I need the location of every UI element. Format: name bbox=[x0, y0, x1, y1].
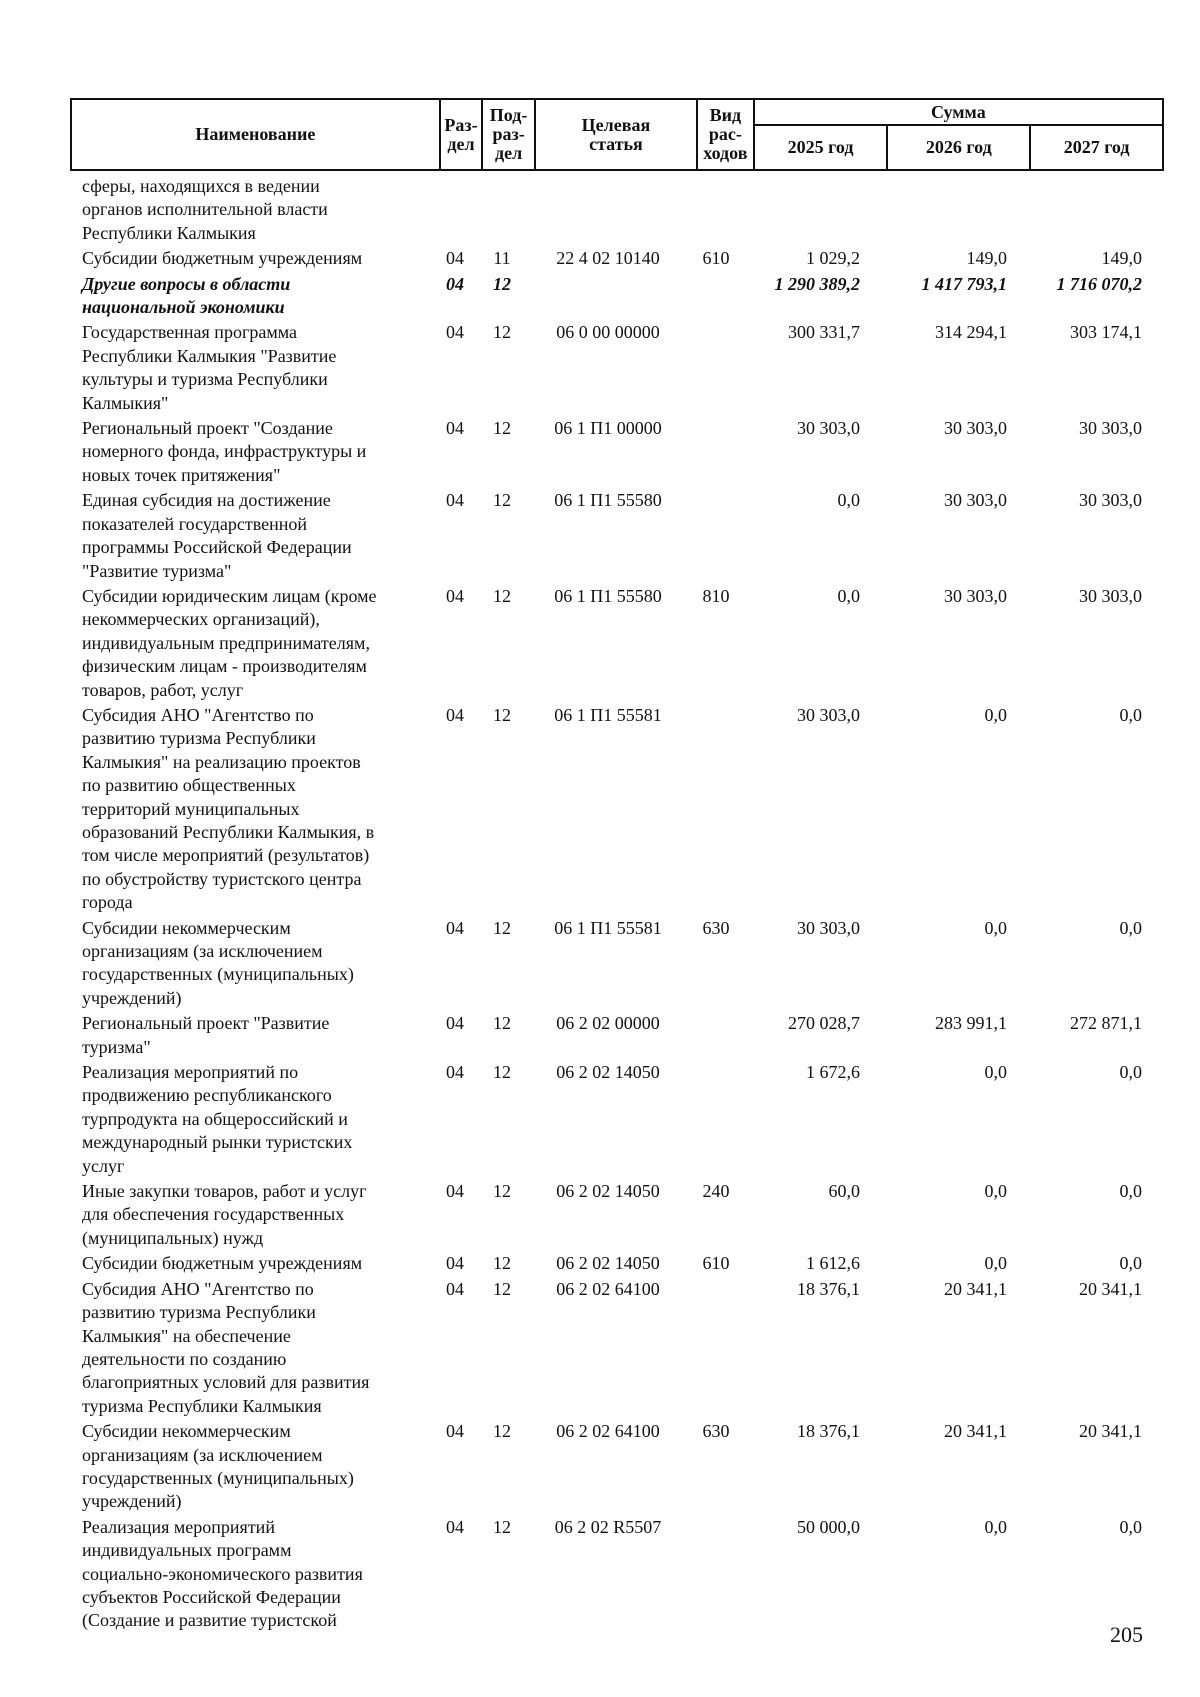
row-target-cell: 06 2 02 14050 bbox=[556, 1062, 660, 1083]
row-sum-2027-cell: 30 303,0 bbox=[1079, 490, 1142, 511]
table-row bbox=[70, 247, 1164, 270]
table-row bbox=[70, 1061, 1164, 1178]
row-razdel-cell: 04 bbox=[446, 1278, 464, 1299]
table-row bbox=[70, 175, 1164, 245]
row-sum-2026-cell: 314 294,1 bbox=[935, 322, 1007, 343]
row-podrazdel-cell: 12 bbox=[493, 273, 511, 294]
row-vid-cell bbox=[688, 1278, 744, 1418]
row-target-cell: 22 4 02 10140 bbox=[556, 248, 660, 269]
row-sum-2026-cell: 0,0 bbox=[984, 1253, 1007, 1274]
row-sum-2026-cell: 30 303,0 bbox=[944, 418, 1007, 439]
row-podrazdel-cell bbox=[476, 175, 528, 245]
table-row bbox=[70, 585, 1164, 702]
row-sum-2026-cell: 0,0 bbox=[984, 1181, 1007, 1202]
table-row bbox=[70, 321, 1164, 415]
row-sum-2026-cell: 1 417 793,1 bbox=[921, 273, 1007, 294]
row-sum-2027-cell: 30 303,0 bbox=[1079, 585, 1142, 606]
table-header bbox=[70, 98, 1164, 171]
header-name-label: Наименование bbox=[195, 124, 316, 144]
header-year-2027 bbox=[1030, 125, 1163, 170]
row-razdel-cell: 04 bbox=[446, 273, 464, 294]
row-podrazdel-cell: 11 bbox=[493, 248, 511, 269]
row-name-cell: Региональный проект "Развитие туризма" bbox=[82, 1013, 330, 1057]
row-vid-cell bbox=[688, 1012, 744, 1059]
row-podrazdel-cell: 12 bbox=[493, 917, 511, 938]
row-target-cell: 06 2 02 64100 bbox=[556, 1421, 660, 1442]
row-razdel-cell: 04 bbox=[446, 917, 464, 938]
row-vid-cell bbox=[688, 175, 744, 245]
row-sum-2026-cell: 149,0 bbox=[966, 248, 1007, 269]
row-podrazdel-cell: 12 bbox=[493, 418, 511, 439]
row-sum-2026-cell: 283 991,1 bbox=[935, 1013, 1007, 1034]
row-vid-cell: 630 bbox=[702, 917, 730, 938]
row-name-cell: Субсидия АНО "Агентство по развитию туризма Республики Калмыкия" на обеспечение деятельности по созданию благоприятных условий для развития туризма Республики Калмыкия bbox=[82, 1278, 370, 1416]
row-podrazdel-cell: 12 bbox=[493, 704, 511, 725]
row-target-cell: 06 1 П1 55581 bbox=[554, 917, 662, 938]
row-vid-cell bbox=[688, 704, 744, 915]
table-row bbox=[70, 704, 1164, 915]
row-name-cell: Государственная программа Республики Калмыкия "Развитие культуры и туризма Республики Калмыкия" bbox=[82, 322, 337, 413]
row-sum-2026-cell: 20 341,1 bbox=[944, 1278, 1007, 1299]
table-row bbox=[70, 417, 1164, 487]
header-razdel-label: Раз- дел bbox=[444, 114, 478, 154]
row-sum-2026-cell: 30 303,0 bbox=[944, 585, 1007, 606]
row-target-cell: 06 1 П1 55580 bbox=[554, 490, 662, 511]
row-razdel-cell: 04 bbox=[446, 248, 464, 269]
row-vid-cell: 610 bbox=[702, 1253, 730, 1274]
row-name-cell: Реализация мероприятий по продвижению республиканского турпродукта на общероссийский и международный рынки туристских услуг bbox=[82, 1062, 353, 1176]
table-body bbox=[70, 175, 1164, 1635]
row-sum-2025-cell: 1 290 389,2 bbox=[774, 273, 860, 294]
row-target-cell: 06 2 02 64100 bbox=[556, 1278, 660, 1299]
header-razdel bbox=[440, 99, 483, 170]
row-razdel-cell: 04 bbox=[446, 1062, 464, 1083]
row-sum-2026-cell: 30 303,0 bbox=[944, 490, 1007, 511]
table-row bbox=[70, 917, 1164, 1011]
row-razdel-cell: 04 bbox=[446, 1516, 464, 1537]
row-sum-2027-cell: 149,0 bbox=[1101, 248, 1142, 269]
row-razdel-cell: 04 bbox=[446, 322, 464, 343]
row-sum-2027-cell: 0,0 bbox=[1119, 1253, 1142, 1274]
header-podrazdel bbox=[482, 99, 535, 170]
row-sum-2025-cell: 1 612,6 bbox=[806, 1253, 860, 1274]
table-row bbox=[70, 1012, 1164, 1059]
row-sum-2027-cell: 303 174,1 bbox=[1070, 322, 1142, 343]
row-sum-2027-cell bbox=[1017, 175, 1148, 245]
row-name-cell: сферы, находящихся в ведении органов исполнительной власти Республики Калмыкия bbox=[82, 176, 328, 243]
row-name-cell: Другие вопросы в области национальной экономики bbox=[82, 273, 291, 318]
row-name-cell: Региональный проект "Создание номерного фонда, инфраструктуры и новых точек притяжения" bbox=[82, 418, 367, 485]
row-podrazdel-cell: 12 bbox=[493, 1516, 511, 1537]
row-podrazdel-cell: 12 bbox=[493, 585, 511, 606]
row-name-cell: Субсидии некоммерческим организациям (за исключением государственных (муниципальных) учреждений) bbox=[82, 917, 354, 1008]
row-sum-2025-cell: 30 303,0 bbox=[797, 704, 860, 725]
row-sum-2025-cell: 0,0 bbox=[837, 585, 860, 606]
row-podrazdel-cell: 12 bbox=[493, 322, 511, 343]
row-podrazdel-cell: 12 bbox=[493, 1253, 511, 1274]
header-year-2025-label: 2025 год bbox=[787, 137, 854, 157]
header-target bbox=[535, 99, 697, 170]
row-sum-2025-cell: 1 029,2 bbox=[806, 248, 860, 269]
row-name-cell: Единая субсидия на достижение показателей государственной программы Российской Федерации "Развитие туризма" bbox=[82, 490, 352, 581]
row-sum-2026-cell: 20 341,1 bbox=[944, 1421, 1007, 1442]
row-razdel-cell: 04 bbox=[446, 585, 464, 606]
row-sum-2025-cell: 1 672,6 bbox=[806, 1062, 860, 1083]
row-name-cell: Субсидия АНО "Агентство по развитию туризма Республики Калмыкия" на реализацию проектов по развитию общественных территорий муниципальных образований Республики Калмыкия, в том числе мероприятий (результатов) по обустройству туристского центра города bbox=[82, 704, 375, 913]
row-sum-2027-cell: 272 871,1 bbox=[1070, 1013, 1142, 1034]
row-target-cell bbox=[528, 273, 688, 320]
row-sum-2027-cell: 0,0 bbox=[1119, 1181, 1142, 1202]
row-razdel-cell bbox=[434, 175, 476, 245]
row-target-cell bbox=[528, 175, 688, 245]
row-target-cell: 06 2 02 R5507 bbox=[554, 1516, 662, 1537]
row-razdel-cell: 04 bbox=[446, 1181, 464, 1202]
row-name-cell: Субсидии некоммерческим организациям (за исключением государственных (муниципальных) учреждений) bbox=[82, 1421, 354, 1512]
row-sum-2027-cell: 20 341,1 bbox=[1079, 1421, 1142, 1442]
table-row bbox=[70, 1516, 1164, 1633]
row-sum-2027-cell: 1 716 070,2 bbox=[1056, 273, 1142, 294]
row-podrazdel-cell: 12 bbox=[493, 1421, 511, 1442]
header-name bbox=[71, 99, 440, 170]
row-vid-cell: 240 bbox=[702, 1181, 730, 1202]
table-row bbox=[70, 1420, 1164, 1514]
table-row bbox=[70, 1252, 1164, 1275]
row-target-cell: 06 1 П1 55581 bbox=[554, 704, 662, 725]
row-vid-cell bbox=[688, 321, 744, 415]
row-razdel-cell: 04 bbox=[446, 704, 464, 725]
table-row bbox=[70, 1180, 1164, 1250]
row-target-cell: 06 0 00 00000 bbox=[556, 322, 660, 343]
row-sum-2025-cell: 30 303,0 bbox=[797, 917, 860, 938]
row-target-cell: 06 2 02 14050 bbox=[556, 1181, 660, 1202]
row-sum-2027-cell: 0,0 bbox=[1119, 1062, 1142, 1083]
header-year-2025 bbox=[754, 125, 888, 170]
header-summa bbox=[754, 99, 1163, 125]
row-sum-2026-cell bbox=[876, 175, 1017, 245]
row-podrazdel-cell: 12 bbox=[493, 1013, 511, 1034]
row-name-cell: Субсидии бюджетным учреждениям bbox=[82, 248, 363, 269]
header-vid-label: Вид рас- ходов bbox=[703, 105, 748, 163]
row-sum-2026-cell: 0,0 bbox=[984, 704, 1007, 725]
row-razdel-cell: 04 bbox=[446, 1013, 464, 1034]
row-sum-2026-cell: 0,0 bbox=[984, 1062, 1007, 1083]
row-sum-2025-cell: 18 376,1 bbox=[797, 1278, 860, 1299]
page-number: 205 bbox=[1110, 1622, 1143, 1647]
row-vid-cell: 630 bbox=[702, 1421, 730, 1442]
table-row bbox=[70, 1278, 1164, 1418]
row-vid-cell: 610 bbox=[702, 248, 730, 269]
header-vid bbox=[697, 99, 754, 170]
row-sum-2025-cell: 30 303,0 bbox=[797, 418, 860, 439]
table-row bbox=[70, 489, 1164, 583]
row-vid-cell bbox=[688, 417, 744, 487]
row-target-cell: 06 1 П1 55580 bbox=[554, 585, 662, 606]
row-sum-2027-cell: 30 303,0 bbox=[1079, 418, 1142, 439]
row-sum-2025-cell: 18 376,1 bbox=[797, 1421, 860, 1442]
row-sum-2025-cell: 50 000,0 bbox=[797, 1516, 860, 1537]
header-year-2027-label: 2027 год bbox=[1063, 137, 1130, 157]
row-podrazdel-cell: 12 bbox=[493, 1181, 511, 1202]
row-sum-2026-cell: 0,0 bbox=[984, 917, 1007, 938]
row-sum-2026-cell: 0,0 bbox=[984, 1516, 1007, 1537]
row-podrazdel-cell: 12 bbox=[493, 1278, 511, 1299]
row-vid-cell: 810 bbox=[702, 585, 730, 606]
row-name-cell: Субсидии юридическим лицам (кроме некоммерческих организаций), индивидуальным предпринимателям, физическим лицам - производителям товаров, работ, услуг bbox=[82, 585, 377, 700]
row-sum-2027-cell: 0,0 bbox=[1119, 1516, 1142, 1537]
row-sum-2025-cell: 270 028,7 bbox=[788, 1013, 860, 1034]
row-razdel-cell: 04 bbox=[446, 1253, 464, 1274]
row-sum-2025-cell: 60,0 bbox=[828, 1181, 860, 1202]
row-sum-2025-cell: 0,0 bbox=[837, 490, 860, 511]
row-sum-2027-cell: 20 341,1 bbox=[1079, 1278, 1142, 1299]
row-name-cell: Субсидии бюджетным учреждениям bbox=[82, 1253, 363, 1274]
header-target-label: Целевая статья bbox=[581, 114, 651, 154]
row-vid-cell bbox=[688, 273, 744, 320]
header-summa-label: Сумма bbox=[930, 101, 986, 122]
row-razdel-cell: 04 bbox=[446, 490, 464, 511]
row-sum-2027-cell: 0,0 bbox=[1119, 704, 1142, 725]
row-sum-2027-cell: 0,0 bbox=[1119, 917, 1142, 938]
header-year-2026-label: 2026 год bbox=[925, 137, 992, 157]
row-target-cell: 06 2 02 00000 bbox=[556, 1013, 660, 1034]
row-razdel-cell: 04 bbox=[446, 1421, 464, 1442]
row-vid-cell bbox=[688, 1516, 744, 1633]
row-podrazdel-cell: 12 bbox=[493, 1062, 511, 1083]
row-name-cell: Иные закупки товаров, работ и услуг для обеспечения государственных (муниципальных) нужд bbox=[82, 1181, 367, 1248]
header-podrazdel-label: Под- раз- дел bbox=[489, 105, 528, 163]
row-name-cell: Реализация мероприятий индивидуальных программ социально-экономического развития субъектов Российской Федерации (Создание и развитие туристской bbox=[82, 1516, 363, 1631]
table-row bbox=[70, 273, 1164, 320]
row-vid-cell bbox=[688, 489, 744, 583]
row-sum-2025-cell bbox=[744, 175, 876, 245]
row-target-cell: 06 1 П1 00000 bbox=[554, 418, 662, 439]
row-vid-cell bbox=[688, 1061, 744, 1178]
row-target-cell: 06 2 02 14050 bbox=[556, 1253, 660, 1274]
row-podrazdel-cell: 12 bbox=[493, 490, 511, 511]
header-year-2026 bbox=[887, 125, 1030, 170]
row-sum-2025-cell: 300 331,7 bbox=[788, 322, 860, 343]
row-razdel-cell: 04 bbox=[446, 418, 464, 439]
